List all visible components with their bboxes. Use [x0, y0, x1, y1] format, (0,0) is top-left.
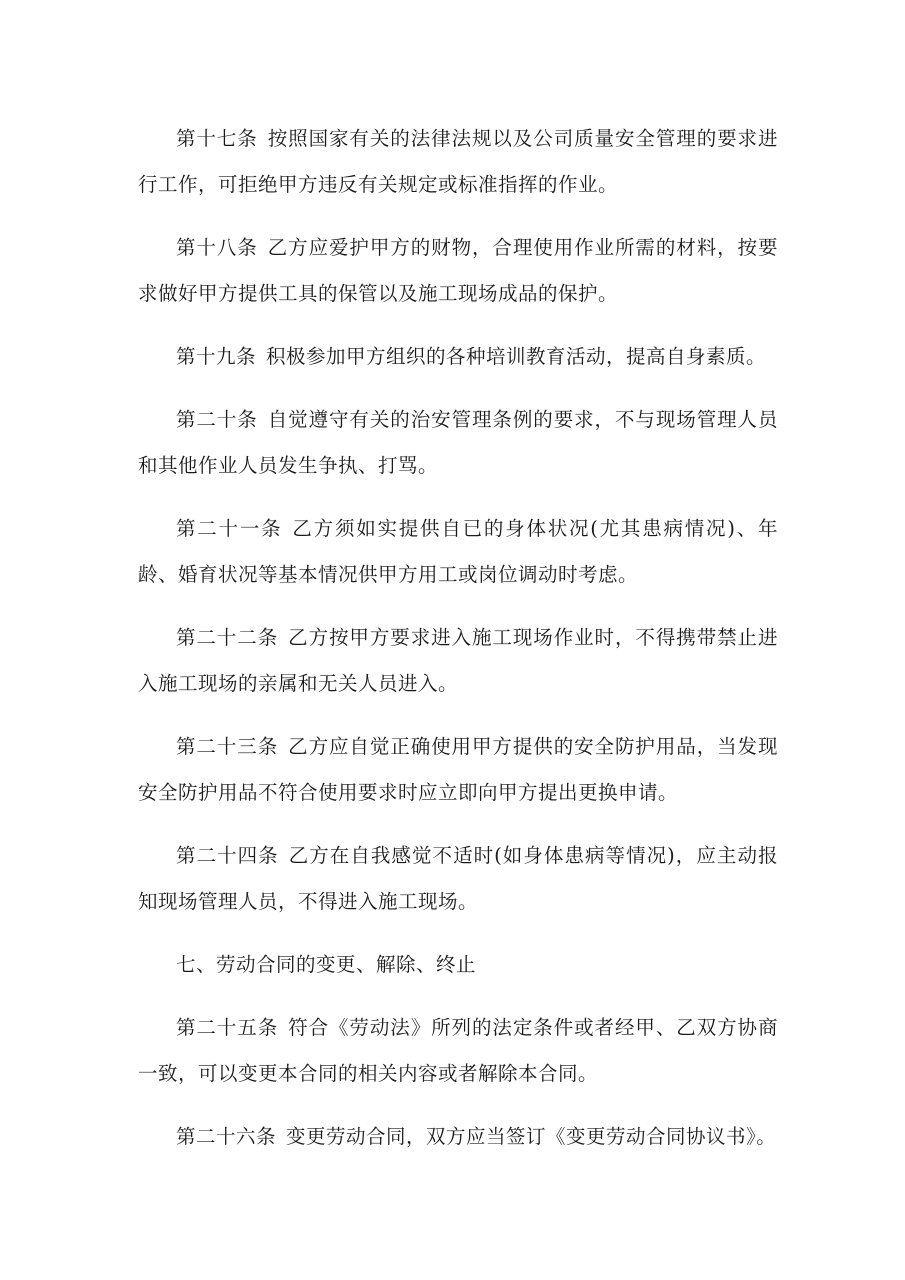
article-number: 第二十三条: [176, 735, 279, 758]
article-text: 按照国家有关的法律法规以及公司质量安全管理的要求进行工作，可拒绝甲方违反有关规定或标准指挥的作业。: [138, 127, 778, 196]
section-heading: [138, 942, 778, 988]
article-text: 符合《劳动法》所列的法定条件或者经甲、乙双方协商一致，可以变更本合同的相关内容或者解除本合同。: [138, 1016, 778, 1085]
article-text: 乙方须如实提供自已的身体状况(尤其患病情况)、年龄、婚育状况等基本情况供甲方用工或岗位调动时考虑。: [138, 517, 778, 586]
article-17: [138, 116, 778, 208]
section-heading-text: 七、劳动合同的变更、解除、终止: [176, 953, 477, 976]
article-number: 第十七条: [176, 127, 258, 150]
article-number: 第二十一条: [176, 517, 283, 540]
article-23: [138, 724, 778, 816]
article-18: [138, 225, 778, 317]
article-text: 乙方在自我感觉不适时(如身体患病等情况)，应主动报知现场管理人员，不得进入施工现场。: [138, 844, 778, 913]
article-number: 第二十条: [176, 408, 258, 431]
article-20: [138, 397, 778, 489]
article-number: 第二十五条: [176, 1016, 279, 1039]
article-number: 第二十六条: [176, 1125, 277, 1148]
article-number: 第二十四条: [176, 844, 279, 867]
article-text: 变更劳动合同，双方应当签订《变更劳动合同协议书》。: [286, 1125, 777, 1148]
article-number: 第十八条: [176, 236, 258, 259]
article-text: 乙方按甲方要求进入施工现场作业时，不得携带禁止进入施工现场的亲属和无关人员进入。: [138, 626, 778, 695]
article-text: 乙方应自觉正确使用甲方提供的安全防护用品，当发现安全防护用品不符合使用要求时应立即向甲方提出更换申请。: [138, 735, 778, 804]
article-text: 积极参加甲方组织的各种培训教育活动，提高自身素质。: [266, 345, 767, 368]
article-number: 第二十二条: [176, 626, 279, 649]
document-page: [138, 116, 778, 1177]
article-21: [138, 506, 778, 598]
article-26: [138, 1114, 778, 1160]
article-text: 乙方应爱护甲方的财物，合理使用作业所需的材料，按要求做好甲方提供工具的保管以及施工现场成品的保护。: [138, 236, 778, 305]
article-22: [138, 615, 778, 707]
article-number: 第十九条: [176, 345, 257, 368]
article-19: [138, 334, 778, 380]
article-24: [138, 833, 778, 925]
article-25: [138, 1005, 778, 1097]
article-text: 自觉遵守有关的治安管理条例的要求，不与现场管理人员和其他作业人员发生争执、打骂。: [138, 408, 778, 477]
